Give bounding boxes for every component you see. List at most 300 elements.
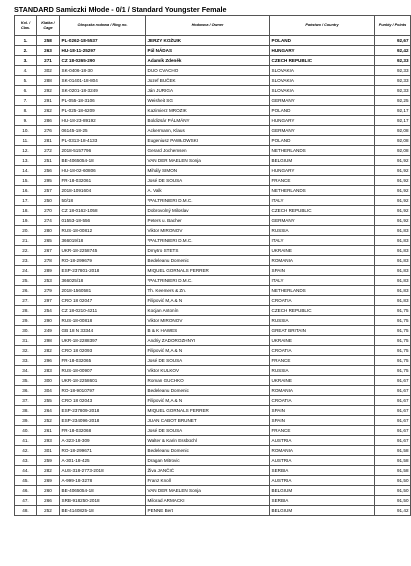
cell-points: 91,75 <box>375 366 411 376</box>
cell-owner: José DE SOUSA <box>146 426 270 436</box>
cell-points: 91,83 <box>375 256 411 266</box>
cell-cage: 276 <box>37 126 60 136</box>
cell-ring: RO-18-299671 <box>60 446 146 456</box>
cell-ring: PL-0262-18-5537 <box>60 36 146 46</box>
cell-ring: SRB-918250-2018 <box>60 496 146 506</box>
cell-country: FRANCE <box>270 356 375 366</box>
cell-class: 36. <box>15 386 37 396</box>
cell-points: 91,67 <box>375 376 411 386</box>
cell-owner: Filipović M,A & N <box>146 346 270 356</box>
cell-ring: 366025/18 <box>60 276 146 286</box>
cell-ring: PL-025-18-6209 <box>60 106 146 116</box>
cell-points: 91,92 <box>375 156 411 166</box>
table-row <box>15 206 411 216</box>
cell-ring: 01553-18-556 <box>60 216 146 226</box>
cell-owner: Bedeleanu Domenic <box>146 386 270 396</box>
cell-cage: 300 <box>37 376 60 386</box>
cell-points: 91,58 <box>375 456 411 466</box>
cell-owner: Boldizsár PÁLMÁNY <box>146 116 270 126</box>
table-row <box>15 476 411 486</box>
cell-class: 33. <box>15 356 37 366</box>
cell-owner: Eugeniusz PAWŁOWSKI <box>146 136 270 146</box>
cell-points: 91,42 <box>375 506 411 516</box>
cell-country: CROATIA <box>270 396 375 406</box>
cell-ring: 50/18 <box>60 196 146 206</box>
cell-class: 19. <box>15 216 37 226</box>
cell-country: ROMANIA <box>270 256 375 266</box>
table-row <box>15 386 411 396</box>
cell-country: BELGIUM <box>270 486 375 496</box>
cell-ring: AUS-318-2773-2018 <box>60 466 146 476</box>
table-row <box>15 436 411 446</box>
cell-country: SPAIN <box>270 266 375 276</box>
cell-class: 46. <box>15 486 37 496</box>
table-row <box>15 286 411 296</box>
cell-cage: 292 <box>37 86 60 96</box>
cell-class: 26. <box>15 286 37 296</box>
table-row <box>15 376 411 386</box>
cell-ring: 06145-18-25 <box>60 126 146 136</box>
table-row <box>15 156 411 166</box>
cell-cage: 271 <box>37 56 60 66</box>
cell-owner: Filipović M,A & N <box>146 396 270 406</box>
cell-country: UKRAINE <box>270 246 375 256</box>
table-row <box>15 176 411 186</box>
table-row <box>15 396 411 406</box>
cell-points: 91,75 <box>375 316 411 326</box>
cell-cage: 249 <box>37 326 60 336</box>
header-owner: Hodowca / Owner <box>146 16 270 36</box>
cell-ring: FR-18-032065 <box>60 356 146 366</box>
table-row <box>15 186 411 196</box>
cell-owner: Ján JURIGA <box>146 86 270 96</box>
cell-country: NETHERLANDS <box>270 286 375 296</box>
cell-country: NETHERLANDS <box>270 146 375 156</box>
cell-cage: 259 <box>37 456 60 466</box>
cell-country: SERBIA <box>270 466 375 476</box>
table-row <box>15 426 411 436</box>
cell-cage: 293 <box>37 436 60 446</box>
table-row <box>15 126 411 136</box>
cell-cage: 252 <box>37 416 60 426</box>
cell-points: 92,33 <box>375 56 411 66</box>
table-row <box>15 76 411 86</box>
cell-ring: UKR-18-2258745 <box>60 246 146 256</box>
cell-class: 9. <box>15 116 37 126</box>
table-row <box>15 246 411 256</box>
cell-country: SLOVAKIA <box>270 76 375 86</box>
cell-owner: Filipović M,A & N <box>146 296 270 306</box>
cell-points: 91,75 <box>375 346 411 356</box>
cell-points: 91,75 <box>375 356 411 366</box>
cell-owner: Th. Keemers & Zn. <box>146 286 270 296</box>
cell-cage: 295 <box>37 176 60 186</box>
cell-country: GERMANY <box>270 126 375 136</box>
cell-owner: JERZY KOŻUIK <box>146 36 270 46</box>
cell-cage: 258 <box>37 36 60 46</box>
table-row <box>15 36 411 46</box>
cell-class: 22. <box>15 246 37 256</box>
cell-points: 91,92 <box>375 186 411 196</box>
cell-class: 6. <box>15 86 37 96</box>
header-points: Punkty / Points <box>375 16 411 36</box>
table-row <box>15 446 411 456</box>
cell-points: 92,17 <box>375 116 411 126</box>
table-row <box>15 506 411 516</box>
cell-class: 8. <box>15 106 37 116</box>
cell-points: 92,08 <box>375 126 411 136</box>
cell-class: 30. <box>15 326 37 336</box>
cell-country: CROATIA <box>270 346 375 356</box>
cell-cage: 270 <box>37 206 60 216</box>
cell-country: UKRAINE <box>270 376 375 386</box>
cell-country: CZECH REPUBLIC <box>270 306 375 316</box>
cell-ring: FR-18-032068 <box>60 426 146 436</box>
cell-owner: Milorad ARMACKI <box>146 496 270 506</box>
cell-cage: 297 <box>37 296 60 306</box>
cell-owner: B & K HAWES <box>146 326 270 336</box>
cell-ring: BE-4140825-18 <box>60 506 146 516</box>
cell-points: 91,92 <box>375 166 411 176</box>
cell-cage: 254 <box>37 306 60 316</box>
table-row <box>15 96 411 106</box>
table-row <box>15 216 411 226</box>
cell-ring: A-301-18-425 <box>60 456 146 466</box>
cell-points: 91,83 <box>375 246 411 256</box>
table-row <box>15 266 411 276</box>
cell-owner: José DE SOUSA <box>146 176 270 186</box>
header-cage: Klatka / Cage <box>37 16 60 36</box>
cell-cage: 255 <box>37 396 60 406</box>
cell-country: CZECH REPUBLIC <box>270 206 375 216</box>
cell-cage: 282 <box>37 346 60 356</box>
table-row <box>15 46 411 56</box>
cell-ring: CRO 18 02043 <box>60 396 146 406</box>
cell-class: 38. <box>15 406 37 416</box>
cell-country: NETHERLANDS <box>270 186 375 196</box>
cell-ring: ESP-237809-2018 <box>60 406 146 416</box>
cell-class: 15. <box>15 176 37 186</box>
cell-points: 91,83 <box>375 286 411 296</box>
table-row <box>15 496 411 506</box>
results-table <box>14 15 411 516</box>
cell-owner: MIQUEL GORNALS FERRER <box>146 266 270 276</box>
cell-class: 44. <box>15 466 37 476</box>
cell-class: 25. <box>15 276 37 286</box>
cell-ring: CZ 18-0265-290 <box>60 56 146 66</box>
cell-owner: MIQUEL GORNALS FERRER <box>146 406 270 416</box>
cell-owner: *PALTRINIERI D.M.C. <box>146 196 270 206</box>
cell-cage: 267 <box>37 246 60 256</box>
cell-country: AUSTRIA <box>270 436 375 446</box>
cell-owner: Jozef BUČEK <box>146 76 270 86</box>
cell-points: 92,08 <box>375 136 411 146</box>
cell-points: 91,67 <box>375 396 411 406</box>
cell-country: GREAT BRITAIN <box>270 326 375 336</box>
results-body <box>15 36 411 516</box>
cell-class: 43. <box>15 456 37 466</box>
cell-points: 91,83 <box>375 296 411 306</box>
table-row <box>15 236 411 246</box>
cell-ring: HU-18-23-89192 <box>60 116 146 126</box>
cell-points: 92,67 <box>375 36 411 46</box>
cell-class: 16. <box>15 186 37 196</box>
cell-ring: A-323-18-309 <box>60 436 146 446</box>
cell-cage: 265 <box>37 236 60 246</box>
cell-country: POLAND <box>270 136 375 146</box>
cell-points: 91,75 <box>375 306 411 316</box>
cell-ring: GB 18 N 33344 <box>60 326 146 336</box>
cell-class: 17. <box>15 196 37 206</box>
cell-points: 91,67 <box>375 436 411 446</box>
cell-ring: PL-0313-18-4133 <box>60 136 146 146</box>
cell-points: 91,92 <box>375 216 411 226</box>
cell-ring: CZ 18-0210-4211 <box>60 306 146 316</box>
cell-cage: 261 <box>37 426 60 436</box>
table-row <box>15 346 411 356</box>
cell-points: 91,83 <box>375 276 411 286</box>
cell-ring: RUS-18-00907 <box>60 366 146 376</box>
cell-owner: Pál NÁDAS <box>146 46 270 56</box>
cell-class: 3. <box>15 56 37 66</box>
cell-class: 12. <box>15 146 37 156</box>
cell-class: 4. <box>15 66 37 76</box>
table-row <box>15 416 411 426</box>
cell-ring: SK-0201-18-3249 <box>60 86 146 96</box>
cell-class: 18. <box>15 206 37 216</box>
cell-cage: 250 <box>37 196 60 206</box>
table-row <box>15 146 411 156</box>
cell-owner: VAN DER MAELEN Sonja <box>146 486 270 496</box>
cell-country: GERMANY <box>270 216 375 226</box>
table-row <box>15 326 411 336</box>
cell-points: 92,17 <box>375 106 411 116</box>
cell-class: 1. <box>15 36 37 46</box>
cell-country: SLOVAKIA <box>270 86 375 96</box>
page-title: STANDARD Samiczki Młode - 0/1 / Standard Youngster Female <box>14 5 227 14</box>
cell-class: 47. <box>15 496 37 506</box>
cell-ring: 366019/18 <box>60 236 146 246</box>
cell-owner: Gerard Jochemsen <box>146 146 270 156</box>
cell-country: ROMANIA <box>270 446 375 456</box>
cell-cage: 304 <box>37 386 60 396</box>
cell-points: 91,67 <box>375 406 411 416</box>
cell-country: SERBIA <box>270 496 375 506</box>
cell-country: POLAND <box>270 106 375 116</box>
cell-points: 91,83 <box>375 266 411 276</box>
table-row <box>15 466 411 476</box>
cell-ring: BE-4065054-18 <box>60 156 146 166</box>
cell-owner: Dmytro STETS <box>146 246 270 256</box>
cell-ring: SK-01401-18-804 <box>60 76 146 86</box>
cell-class: 2. <box>15 46 37 56</box>
cell-class: 14. <box>15 166 37 176</box>
cell-owner: Ackermann, Klaus <box>146 126 270 136</box>
table-row <box>15 116 411 126</box>
table-row <box>15 296 411 306</box>
cell-country: RUSSIA <box>270 226 375 236</box>
cell-points: 91,92 <box>375 206 411 216</box>
cell-ring: PL-055-18-3106 <box>60 96 146 106</box>
table-row <box>15 136 411 146</box>
cell-cage: 252 <box>37 506 60 516</box>
cell-class: 45. <box>15 476 37 486</box>
cell-points: 92,33 <box>375 66 411 76</box>
cell-ring: A-999-18-3278 <box>60 476 146 486</box>
cell-class: 11. <box>15 136 37 146</box>
cell-ring: CZ 18-0162-1058 <box>60 206 146 216</box>
cell-ring: HU-18-11-25297 <box>60 46 146 56</box>
cell-owner: *PALTRINIERI D.M.C. <box>146 276 270 286</box>
cell-owner: Bedeleanu Domenic <box>146 446 270 456</box>
cell-points: 91,75 <box>375 336 411 346</box>
cell-owner: Viktor KULKOV <box>146 366 270 376</box>
cell-cage: 291 <box>37 96 60 106</box>
cell-points: 91,75 <box>375 326 411 336</box>
cell-country: UKRAINE <box>270 336 375 346</box>
cell-cage: 274 <box>37 216 60 226</box>
cell-country: SLOVAKIA <box>270 66 375 76</box>
cell-cage: 262 <box>37 106 60 116</box>
cell-country: CROATIA <box>270 296 375 306</box>
cell-cage: 301 <box>37 446 60 456</box>
cell-owner: Mihály SIMON <box>146 166 270 176</box>
cell-cage: 286 <box>37 116 60 126</box>
cell-points: 91,67 <box>375 416 411 426</box>
cell-ring: RO-18-299679 <box>60 256 146 266</box>
cell-points: 91,67 <box>375 386 411 396</box>
cell-ring: FR-18-032061 <box>60 176 146 186</box>
table-row <box>15 66 411 76</box>
cell-owner: Viktor MIRONOV <box>146 316 270 326</box>
cell-points: 91,50 <box>375 496 411 506</box>
cell-country: ITALY <box>270 236 375 246</box>
cell-owner: PENNE Bert <box>146 506 270 516</box>
cell-class: 10. <box>15 126 37 136</box>
cell-ring: 2018-1560581 <box>60 286 146 296</box>
cell-country: BELGIUM <box>270 506 375 516</box>
cell-cage: 280 <box>37 226 60 236</box>
cell-ring: ESP-234096-2018 <box>60 416 146 426</box>
cell-country: SPAIN <box>270 416 375 426</box>
cell-owner: Živa JANČIĆ <box>146 466 270 476</box>
table-row <box>15 356 411 366</box>
cell-country: HUNGARY <box>270 116 375 126</box>
table-row <box>15 276 411 286</box>
table-row <box>15 56 411 66</box>
cell-cage: 298 <box>37 336 60 346</box>
cell-points: 91,58 <box>375 446 411 456</box>
cell-ring: ESP-237801-2018 <box>60 266 146 276</box>
cell-cage: 288 <box>37 76 60 86</box>
cell-owner: Walter & Karin Essbüchl <box>146 436 270 446</box>
cell-class: 31. <box>15 336 37 346</box>
cell-class: 23. <box>15 256 37 266</box>
table-row <box>15 256 411 266</box>
cell-cage: 257 <box>37 186 60 196</box>
cell-class: 24. <box>15 266 37 276</box>
cell-cage: 256 <box>37 166 60 176</box>
cell-points: 91,83 <box>375 236 411 246</box>
cell-points: 91,67 <box>375 426 411 436</box>
cell-class: 32. <box>15 346 37 356</box>
cell-class: 40. <box>15 426 37 436</box>
cell-ring: RUS-18-00818 <box>60 316 146 326</box>
cell-cage: 290 <box>37 316 60 326</box>
cell-country: POLAND <box>270 36 375 46</box>
cell-ring: UKR-18-2258601 <box>60 376 146 386</box>
cell-points: 92,25 <box>375 96 411 106</box>
table-row <box>15 306 411 316</box>
cell-country: FRANCE <box>270 176 375 186</box>
cell-class: 35. <box>15 376 37 386</box>
cell-owner: Kocjan Antonín <box>146 306 270 316</box>
cell-class: 21. <box>15 236 37 246</box>
cell-cage: 302 <box>37 66 60 76</box>
table-row <box>15 226 411 236</box>
cell-cage: 253 <box>37 276 60 286</box>
cell-country: RUSSIA <box>270 316 375 326</box>
cell-owner: Viktor MIRONOV <box>146 226 270 236</box>
cell-points: 91,83 <box>375 226 411 236</box>
cell-country: ROMANIA <box>270 386 375 396</box>
cell-class: 37. <box>15 396 37 406</box>
cell-country: CZECH REPUBLIC <box>270 56 375 66</box>
cell-ring: CRO 18 02047 <box>60 296 146 306</box>
cell-class: 48. <box>15 506 37 516</box>
cell-class: 28. <box>15 306 37 316</box>
cell-class: 7. <box>15 96 37 106</box>
cell-owner: Roman GUCHKO <box>146 376 270 386</box>
cell-class: 20. <box>15 226 37 236</box>
cell-owner: Adamík Zdeněk <box>146 56 270 66</box>
cell-owner: JUAN CABOT BRUNET <box>146 416 270 426</box>
cell-owner: *PALTRINIERI D.M.C. <box>146 236 270 246</box>
cell-cage: 281 <box>37 136 60 146</box>
cell-ring: SK-0406-18-30 <box>60 66 146 76</box>
cell-owner: A. Valk <box>146 186 270 196</box>
cell-owner: Peters u. Bacher <box>146 216 270 226</box>
cell-owner: José DE SOUSA <box>146 356 270 366</box>
cell-class: 41. <box>15 436 37 446</box>
cell-country: BELGIUM <box>270 156 375 166</box>
cell-class: 39. <box>15 416 37 426</box>
cell-country: HUNGARY <box>270 166 375 176</box>
cell-ring: UKR-18-2288397 <box>60 336 146 346</box>
cell-points: 91,92 <box>375 176 411 186</box>
cell-country: SPAIN <box>270 406 375 416</box>
cell-ring: HU-18-02-60806 <box>60 166 146 176</box>
cell-ring: RUS-18-00812 <box>60 226 146 236</box>
cell-owner: Dobrovolný Miloslav <box>146 206 270 216</box>
table-row <box>15 86 411 96</box>
cell-class: 42. <box>15 446 37 456</box>
cell-cage: 251 <box>37 156 60 166</box>
cell-points: 92,33 <box>375 86 411 96</box>
cell-owner: DUO CVACHO <box>146 66 270 76</box>
cell-owner: Dragan Mitrovic <box>146 456 270 466</box>
cell-points: 91,50 <box>375 486 411 496</box>
cell-points: 92,33 <box>375 76 411 86</box>
cell-class: 34. <box>15 366 37 376</box>
table-row <box>15 366 411 376</box>
cell-owner: Bedeleanu Domenic <box>146 256 270 266</box>
table-row <box>15 166 411 176</box>
cell-cage: 289 <box>37 266 60 276</box>
cell-country: RUSSIA <box>270 366 375 376</box>
table-row <box>15 106 411 116</box>
cell-class: 29. <box>15 316 37 326</box>
